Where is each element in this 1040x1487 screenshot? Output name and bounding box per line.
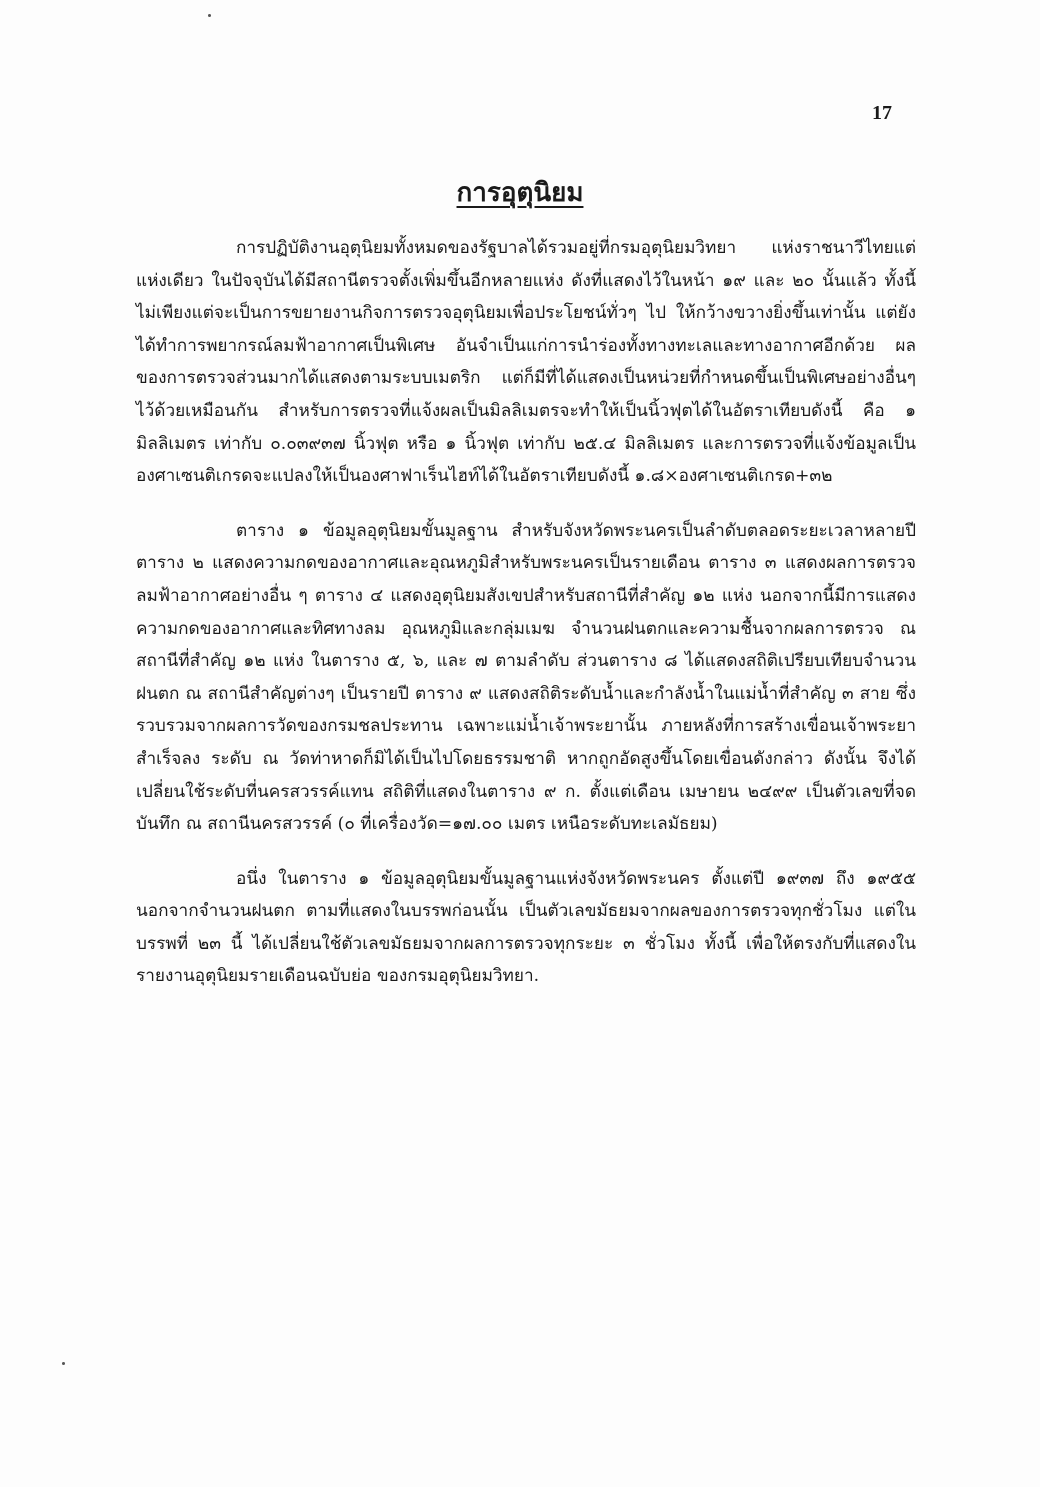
page-number: 17: [872, 102, 892, 124]
body-text: [136, 232, 916, 993]
scan-speck: [208, 14, 211, 17]
paragraph-1: การปฏิบัติงานอุตุนิยมทั้งหมดของรัฐบาลได้รวมอยู่ที่กรมอุตุนิยมวิทยา แห่งราชนาวีไทยแต่แห่งเดียว ในปัจจุบันได้มีสถานีตรวจตั้งเพิ่มขึ้นอีกหลายแห่ง ดังที่แสดงไว้ในหน้า ๑๙ และ ๒๐ นั้นแล้ว ทั้งนี้ไม่เพียงแต่จะเป็นการขยายงานกิจการตรวจอุตุนิยมเพื่อประโยชน์ทั่วๆ ไป ให้กว้างขวางยิ่งขึ้นเท่านั้น แต่ยังได้ทำการพยากรณ์ลมฟ้าอากาศเป็นพิเศษ อันจำเป็นแก่การนำร่องทั้งทางทะเลและทางอากาศอีกด้วย ผลของการตรวจส่วนมากได้แสดงตามระบบเมตริก แต่ก็มีที่ได้แสดงเป็นหน่วยที่กำหนดขึ้นเป็นพิเศษอย่างอื่นๆ ไว้ด้วยเหมือนกัน สำหรับการตรวจที่แจ้งผลเป็นมิลลิเมตรจะทำให้เป็นนิ้วฟุตได้ในอัตราเทียบดังนี้ คือ ๑ มิลลิเมตร เท่ากับ ๐.๐๓๙๓๗ นิ้วฟุต หรือ ๑ นิ้วฟุต เท่ากับ ๒๕.๔ มิลลิเมตร และการตรวจที่แจ้งข้อมูลเป็นองศาเซนติเกรดจะแปลงให้เป็นองศาฟาเร็นไฮท์ได้ในอัตราเทียบดังนี้ ๑.๘×องศาเซนติเกรด+๓๒: [136, 238, 916, 487]
paragraph-3: อนึ่ง ในตาราง ๑ ข้อมูลอุตุนิยมขั้นมูลฐานแห่งจังหวัดพระนคร ตั้งแต่ปี ๑๙๓๗ ถึง ๑๙๕๕ นอกจากจำนวนฝนตก ตามที่แสดงในบรรพก่อนนั้น เป็นตัวเลขมัธยมจากผลของการตรวจทุกชั่วโมง แต่ในบรรพที่ ๒๓ นี้ ได้เปลี่ยนใช้ตัวเลขมัธยมจากผลการตรวจทุกระยะ ๓ ชั่วโมง ทั้งนี้ เพื่อให้ตรงกับที่แสดงในรายงานอุตุนิยมรายเดือนฉบับย่อ ของกรมอุตุนิยมวิทยา.: [136, 868, 916, 987]
scan-speck: [62, 1362, 65, 1365]
paragraph-2: ตาราง ๑ ข้อมูลอุตุนิยมขั้นมูลฐาน สำหรับจังหวัดพระนครเป็นลำดับตลอดระยะเวลาหลายปี ตาราง ๒ แสดงความกดของอากาศและอุณหภูมิสำหรับพระนครเป็นรายเดือน ตาราง ๓ แสดงผลการตรวจลมฟ้าอากาศอย่างอื่น ๆ ตาราง ๔ แสดงอุตุนิยมสังเขปสำหรับสถานีที่สำคัญ ๑๒ แห่ง นอกจากนี้มีการแสดงความกดของอากาศและทิศทางลม อุณหภูมิและกลุ่มเมฆ จำนวนฝนตกและความชื้นจากผลการตรวจ ณ สถานีที่สำคัญ ๑๒ แห่ง ในตาราง ๕, ๖, และ ๗ ตามลำดับ ส่วนตาราง ๘ ได้แสดงสถิติเปรียบเทียบจำนวนฝนตก ณ สถานีสำคัญต่างๆ เป็นรายปี ตาราง ๙ แสดงสถิติระดับน้ำและกำลังน้ำในแม่น้ำที่สำคัญ ๓ สาย ซึ่งรวบรวมจากผลการวัดของกรมชลประทาน เฉพาะแม่น้ำเจ้าพระยานั้น ภายหลังที่การสร้างเขื่อนเจ้าพระยาสำเร็จลง ระดับ ณ วัดท่าหาดก็มิได้เป็นไปโดยธรรมชาติ หากถูกอัดสูงขึ้นโดยเขื่อนดังกล่าว ดังนั้น จึงได้เปลี่ยนใช้ระดับที่นครสวรรค์แทน สถิติที่แสดงในตาราง ๙ ก. ตั้งแต่เดือน เมษายน ๒๔๙๙ เป็นตัวเลขที่จดบันทึก ณ สถานีนครสวรรค์ (๐ ที่เครื่องวัด=๑๗.๐๐ เมตร เหนือระดับทะเลมัธยม): [136, 520, 916, 835]
page-title: การอุตุนิยม: [456, 178, 584, 208]
